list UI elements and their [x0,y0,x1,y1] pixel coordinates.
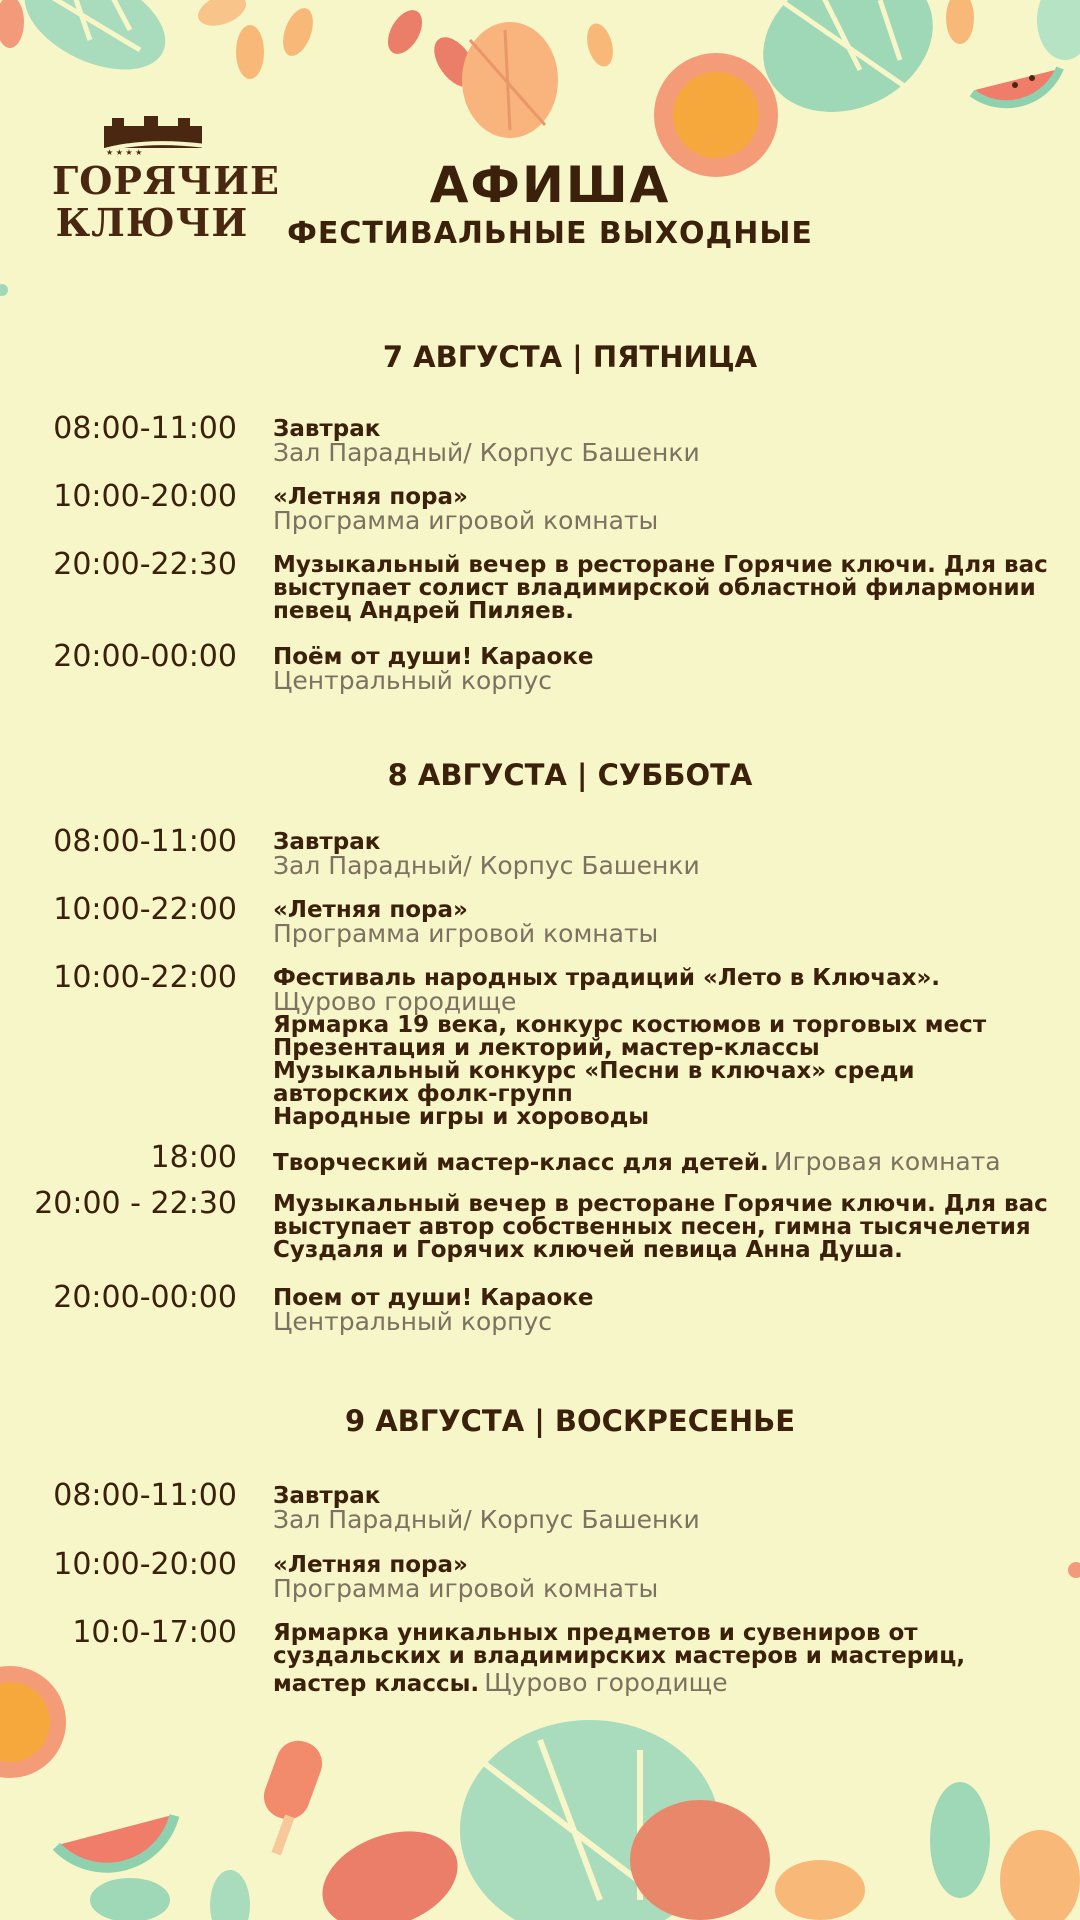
event-detail-line: авторских фолк-групп [273,1081,573,1107]
event-location: Щурово городище [273,987,517,1016]
castle-logo-icon [82,108,222,156]
event-title: Творческий мастер-класс для детей. [273,1150,769,1176]
event-location: Центральный корпус [273,666,553,695]
event-description-line: Ярмарка уникальных предметов и сувениров от [273,1620,918,1646]
event-location: Игровая комната [773,1147,1001,1176]
day-heading: 7 АВГУСТА | ПЯТНИЦА [382,340,758,374]
watermelon-icon [972,68,1060,104]
event-detail-line: Народные игры и хороводы [273,1104,650,1130]
event-time: 10:00-22:00 [53,892,237,927]
event-time: 10:00-20:00 [53,479,237,514]
event-description-line: Музыкальный вечер в ресторане Горячие ключи. Для вас [273,552,1048,578]
event-location: Программа игровой комнаты [273,1574,659,1603]
event-title: Поём от души! Караоке [273,644,594,670]
watermelon-icon-bottom [56,1796,185,1890]
event-time: 10:00-22:00 [53,960,237,995]
hotel-logo [52,108,280,245]
popsicle-icon [258,1735,329,1856]
page-subtitle: ФЕСТИВАЛЬНЫЕ ВЫХОДНЫЕ [287,216,813,251]
event-description-line: певец Андрей Пиляев. [273,598,575,624]
event-description-line: Музыкальный вечер в ресторане Горячие ключи. Для вас [273,1191,1048,1217]
event-title: Поем от души! Караоке [273,1285,594,1311]
event-location: Зал Парадный/ Корпус Башенки [273,1505,700,1534]
event-time: 08:00-11:00 [53,824,237,859]
svg-text:★ ★ ★ ★: ★ ★ ★ ★ [106,148,143,156]
event-time: 20:00 - 22:30 [34,1186,237,1221]
monstera-leaf-icon [9,0,180,90]
event-title: Завтрак [273,416,381,442]
event-time: 08:00-11:00 [53,411,237,446]
event-location: Программа игровой комнаты [273,919,659,948]
event-location: Зал Парадный/ Корпус Башенки [273,851,700,880]
event-title: Завтрак [273,1483,381,1509]
event-detail-line: Музыкальный конкурс «Песни в ключах» среди [273,1058,915,1084]
event-location: Программа игровой комнаты [273,506,659,535]
event-description-line: Суздаля и Горячих ключей певица Анна Душа. [273,1237,903,1263]
day-heading: 8 АВГУСТА | СУББОТА [387,758,753,792]
monstera-leaf-icon-top-right [740,0,1080,139]
event-description-line: суздальских и владимирских мастеров и мастериц, [273,1643,966,1669]
logo-line-2: КЛЮЧИ [55,200,249,245]
event-description-line: выступает автор собственных песен, гимна тысячелетия [273,1214,1031,1240]
event-time: 20:00-22:30 [53,547,237,582]
red-leaves-icon [381,4,617,138]
event-description-line: мастер классы. [273,1671,480,1697]
event-title: «Летняя пора» [273,484,468,510]
event-time: 08:00-11:00 [53,1478,237,1513]
event-time: 10:00-20:00 [53,1547,237,1582]
day-heading: 9 АВГУСТА | ВОСКРЕСЕНЬЕ [344,1404,796,1438]
event-time: 18:00 [150,1140,237,1175]
event-description-line: выступает солист владимирской областной филармонии [273,575,1036,601]
event-time: 20:00-00:00 [53,1280,237,1315]
event-time: 10:0-17:00 [72,1615,237,1650]
logo-line-1: ГОРЯЧИЕ [52,158,280,203]
event-location: Зал Парадный/ Корпус Башенки [273,438,700,467]
event-title: «Летняя пора» [273,897,468,923]
event-title: Завтрак [273,829,381,855]
event-title: «Летняя пора» [273,1552,468,1578]
event-time: 20:00-00:00 [53,639,237,674]
event-detail-line: Презентация и лекторий, мастер-классы [273,1035,820,1061]
event-location: Щурово городище [484,1668,728,1697]
event-location: Центральный корпус [273,1307,553,1336]
event-title: Фестиваль народных традиций «Лето в Ключах». [273,965,941,991]
event-detail-line: Ярмарка 19 века, конкурс костюмов и торговых мест [273,1012,987,1038]
page-title: АФИША [429,156,671,214]
sun-icon-bottom-left [0,1666,66,1778]
